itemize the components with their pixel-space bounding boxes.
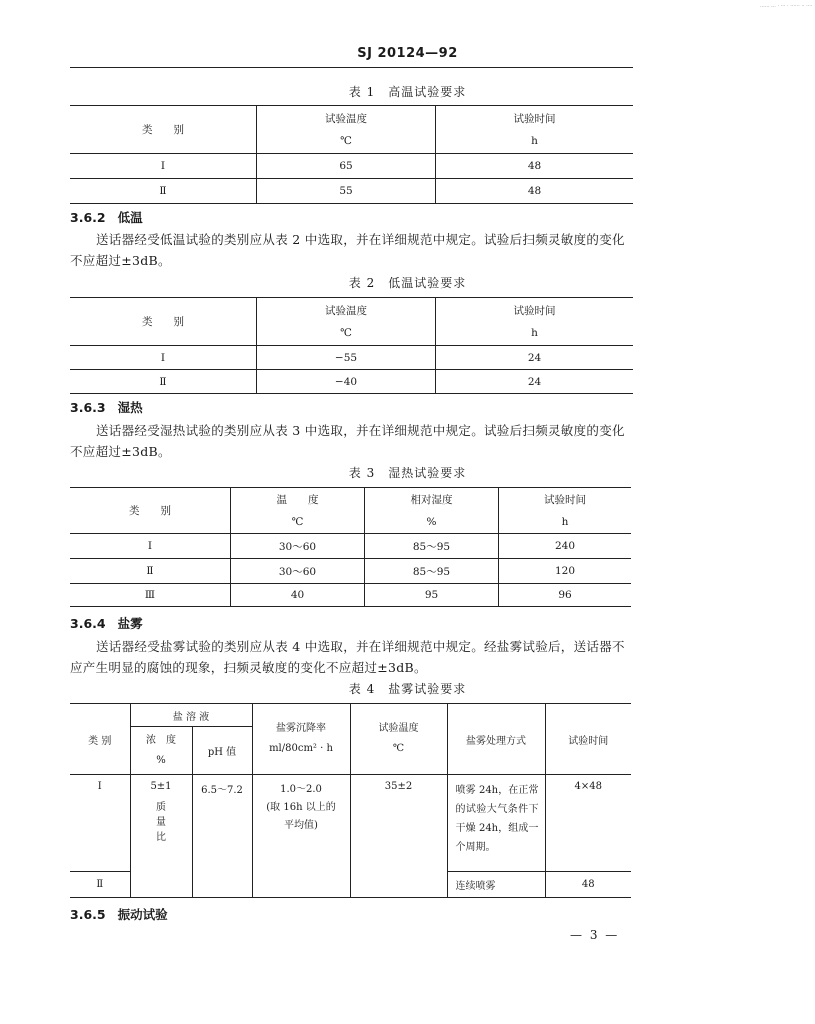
table4-cell-method: 喷雾 24h，在正常的试验大气条件下干燥 24h，组成一个周期。	[447, 775, 545, 872]
table4-cell-conc: 5±1 质量比	[130, 775, 192, 898]
table4-header-rate: 盐雾沉降率 ml/80cm² · h	[252, 704, 350, 775]
table4-header-solution: 盐 溶 液	[130, 704, 252, 727]
table3-cell-temp: 30～60	[231, 534, 365, 559]
header-rule	[70, 67, 633, 68]
table4-header-time: 试验时间	[545, 704, 631, 775]
table2-cell-time: 24	[436, 370, 634, 394]
table1-cell-time: 48	[436, 154, 634, 179]
table3-header-temp: 温 度 ℃	[231, 488, 365, 534]
table3-cell-temp: 30～60	[231, 559, 365, 584]
table1-header-category: 类 别	[70, 106, 257, 154]
paragraph-3-6-4: 送话器经受盐雾试验的类别应从表 4 中选取，并在详细规范中规定。经盐雾试验后，送话器不应产生明显的腐蚀的现象，扫频灵敏度的变化不应超过±3dB。	[70, 639, 625, 675]
table4-header-temp: 试验温度 ℃	[350, 704, 447, 775]
table3-cell-humidity: 85～95	[365, 534, 499, 559]
paragraph-3-6-3: 送话器经受湿热试验的类别应从表 3 中选取，并在详细规范中规定。试验后扫频灵敏度的变化不应超过±3dB。	[70, 423, 625, 459]
table3-cell-temp: 40	[231, 584, 365, 607]
table-row	[70, 775, 631, 872]
table2-cell-cat: Ⅰ	[70, 346, 257, 370]
table1-cell-temp: 65	[257, 154, 436, 179]
table3-caption: 表 3 湿热试验要求	[348, 466, 467, 480]
table3-cell-humidity: 95	[365, 584, 499, 607]
paragraph-3-6-2: 送话器经受低温试验的类别应从表 2 中选取，并在详细规范中规定。试验后扫频灵敏度的变化不应超过±3dB。	[70, 232, 625, 268]
table2-header-time: 试验时间 h	[436, 298, 634, 346]
table1-cell-cat: Ⅱ	[70, 179, 257, 204]
table4-header-method: 盐雾处理方式	[447, 704, 545, 775]
table1-header-temp: 试验温度 ℃	[257, 106, 436, 154]
table-row	[70, 559, 631, 584]
table3-cell-cat: Ⅱ	[70, 559, 231, 584]
table3-header-category: 类 别	[70, 488, 231, 534]
table1-header-time: 试验时间 h	[436, 106, 634, 154]
table4-cell-time: 4×48	[545, 775, 631, 872]
table-row	[70, 370, 633, 394]
table2-cell-cat: Ⅱ	[70, 370, 257, 394]
table2	[70, 297, 633, 394]
table3-cell-humidity: 85～95	[365, 559, 499, 584]
table3-cell-time: 240	[499, 534, 632, 559]
table4-cell-time: 48	[545, 872, 631, 898]
table1	[70, 105, 633, 204]
table3-header-time: 试验时间 h	[499, 488, 632, 534]
section-3-6-5: 3.6.5 振动试验	[70, 907, 168, 922]
table-row	[70, 584, 631, 607]
table4-cell-temp: 35±2	[350, 775, 447, 898]
table4-cell-cat: Ⅰ	[70, 775, 130, 872]
table3-cell-time: 96	[499, 584, 632, 607]
table-row	[70, 154, 633, 179]
page-number: — 3 —	[570, 928, 620, 942]
page-header: SJ 20124—92	[357, 46, 458, 61]
table2-cell-temp: −40	[257, 370, 436, 394]
table4-cell-rate: 1.0～2.0 (取 16h 以上的平均值)	[252, 775, 350, 898]
section-3-6-3: 3.6.3 湿热	[70, 400, 143, 415]
table1-cell-temp: 55	[257, 179, 436, 204]
table4-header-conc: 浓 度 %	[130, 727, 192, 775]
table2-cell-time: 24	[436, 346, 634, 370]
table4-header-category: 类 别	[70, 704, 130, 775]
table-row	[70, 346, 633, 370]
corner-scan-text: ...... ... · ··· · ······ ·· ····	[760, 3, 813, 9]
table3-header-humidity: 相对湿度 %	[365, 488, 499, 534]
table-row	[70, 534, 631, 559]
section-3-6-2: 3.6.2 低温	[70, 210, 143, 225]
table4-header-ph: pH 值	[192, 727, 252, 775]
table2-header-category: 类 别	[70, 298, 257, 346]
table4-caption: 表 4 盐雾试验要求	[348, 682, 467, 696]
table3-cell-cat: Ⅰ	[70, 534, 231, 559]
table1-caption: 表 1 高温试验要求	[348, 85, 467, 99]
table4	[70, 703, 631, 898]
table3-cell-time: 120	[499, 559, 632, 584]
section-3-6-4: 3.6.4 盐雾	[70, 616, 143, 631]
table3-cell-cat: Ⅲ	[70, 584, 231, 607]
table4-cell-method: 连续喷雾	[447, 872, 545, 898]
table3	[70, 487, 631, 607]
table1-cell-cat: Ⅰ	[70, 154, 257, 179]
table4-cell-ph: 6.5～7.2	[192, 775, 252, 898]
table-row	[70, 179, 633, 204]
table1-cell-time: 48	[436, 179, 634, 204]
table2-cell-temp: −55	[257, 346, 436, 370]
table2-header-temp: 试验温度 ℃	[257, 298, 436, 346]
table2-caption: 表 2 低温试验要求	[348, 276, 467, 290]
table4-cell-cat: Ⅱ	[70, 872, 130, 898]
